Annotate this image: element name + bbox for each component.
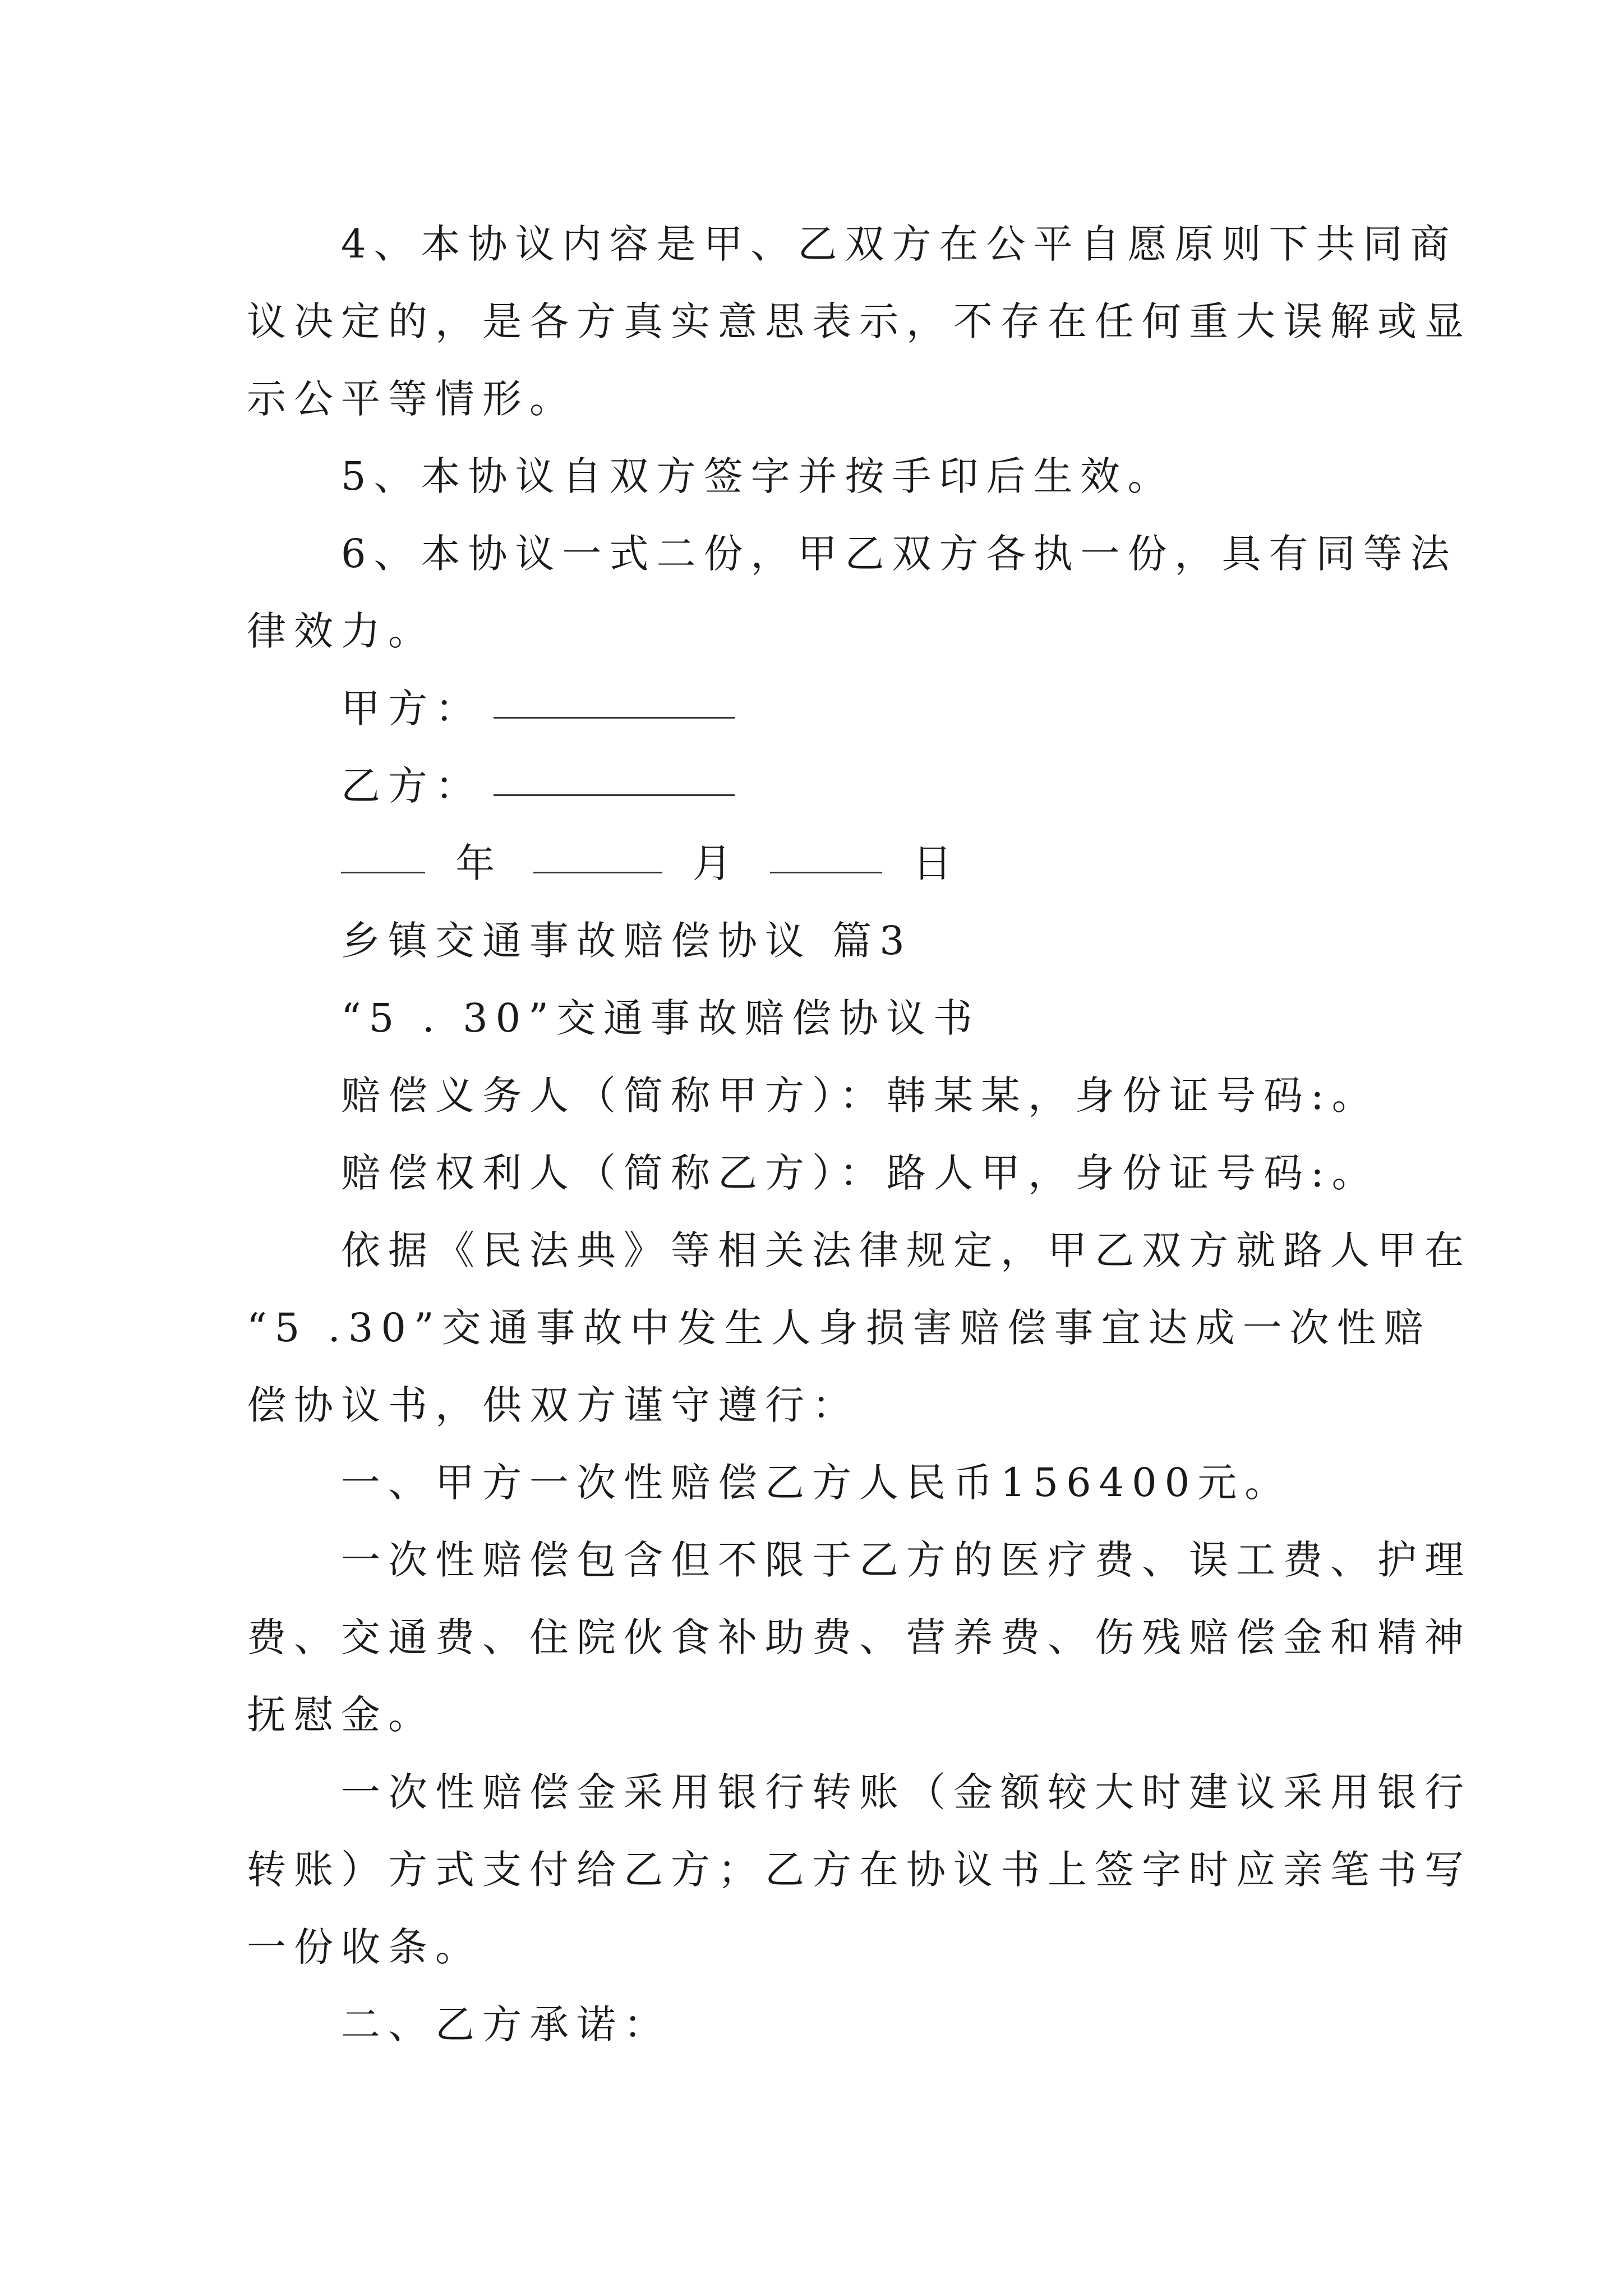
clause-4-line-1: 4、本协议内容是甲、乙双方在公平自愿原则下共同商 <box>341 221 1458 267</box>
payment-line-3: 一份收条。 <box>247 1924 482 1970</box>
party-b-label: 乙方： <box>341 763 482 809</box>
party-a-signature-line <box>341 685 735 731</box>
clause-6-line-2: 律效力。 <box>247 608 435 654</box>
preamble-line-3: 偿协议书，供双方谨守遵行： <box>247 1382 859 1428</box>
party-a-blank <box>494 717 735 719</box>
agreement-title: “5 . 30”交通事故赔偿协议书 <box>341 995 980 1041</box>
date-line <box>341 840 970 886</box>
item-1: 一、甲方一次性赔偿乙方人民币156400元。 <box>341 1460 1292 1506</box>
clause-4-line-2: 议决定的，是各方真实意思表示，不存在任何重大误解或显 <box>247 298 1472 344</box>
section-heading: 乡镇交通事故赔偿协议 篇3 <box>341 918 912 964</box>
party-b-blank <box>494 794 735 796</box>
year-label: 年 <box>455 840 503 886</box>
year-blank <box>341 872 425 873</box>
party-b-signature-line <box>341 763 735 809</box>
day-blank <box>770 872 882 873</box>
preamble-line-1: 依据《民法典》等相关法律规定，甲乙双方就路人甲在 <box>341 1227 1472 1273</box>
obligor-line: 赔偿义务人（简称甲方）：韩某某，身份证号码:。 <box>341 1073 1379 1119</box>
day-label: 日 <box>912 840 960 886</box>
payment-line-1: 一次性赔偿金采用银行转账（金额较大时建议采用银行 <box>341 1769 1472 1815</box>
clause-5: 5、本协议自双方签字并按手印后生效。 <box>341 453 1175 499</box>
payment-line-2: 转账）方式支付给乙方；乙方在协议书上签字时应亲笔书写 <box>247 1847 1472 1893</box>
preamble-line-2: “5 .30”交通事故中发生人身损害赔偿事宜达成一次性赔 <box>247 1305 1431 1351</box>
scope-line-3: 抚慰金。 <box>247 1692 435 1738</box>
month-label: 月 <box>692 840 740 886</box>
party-a-label: 甲方： <box>341 685 482 731</box>
scope-line-1: 一次性赔偿包含但不限于乙方的医疗费、误工费、护理 <box>341 1537 1472 1583</box>
scope-line-2: 费、交通费、住院伙食补助费、营养费、伤残赔偿金和精神 <box>247 1614 1472 1660</box>
clause-4-line-3: 示公平等情形。 <box>247 376 577 422</box>
month-blank <box>533 872 662 873</box>
clause-6-line-1: 6、本协议一式二份，甲乙双方各执一份，具有同等法 <box>341 531 1458 577</box>
item-2: 二、乙方承诺： <box>341 2001 671 2047</box>
obligee-line: 赔偿权利人（简称乙方）：路人甲，身份证号码:。 <box>341 1150 1379 1196</box>
